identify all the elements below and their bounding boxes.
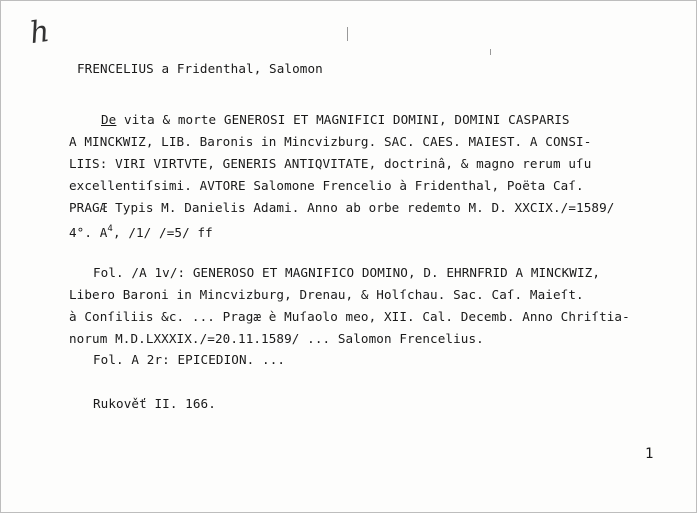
format-superscript: 4 bbox=[107, 224, 113, 234]
card-heading: FRENCELIUS a Fridenthal, Salomon bbox=[77, 61, 323, 76]
imprint-line: PRAGÆ Typis M. Danielis Adami. Anno ab orbe redemto M. D. XXCIX./=1589/ bbox=[69, 200, 615, 215]
scan-speck bbox=[490, 49, 491, 55]
title-first-word: De bbox=[101, 112, 117, 127]
format-line bbox=[69, 221, 213, 241]
title-line-rest: vita & morte GENEROSI ET MAGNIFICI DOMINI, DOMINI CASPARIS bbox=[116, 112, 570, 127]
title-line: LIIS: VIRI VIRTVTE, GENERIS ANTIQVITATE, doctrinâ, & magno rerum uſu bbox=[69, 156, 592, 171]
format-suffix: , /1/ /=5/ ff bbox=[112, 225, 213, 240]
folio-note-line: Fol. A 2r: EPICEDION. ... bbox=[93, 352, 286, 367]
title-line: A MINCKWIZ, LIB. Baronis in Mincvizburg. SAC. CAES. MAIEST. A CONSI- bbox=[69, 134, 592, 149]
folio-note-line: Fol. /A 1v/: GENEROSO ET MAGNIFICO DOMINO, D. EHRNFRID A MINCKWIZ, bbox=[93, 265, 601, 280]
reference-line: Rukověť II. 166. bbox=[93, 396, 216, 411]
format-prefix: 4°. A bbox=[69, 225, 108, 240]
page-number: 1 bbox=[645, 446, 654, 462]
handwritten-mark: h bbox=[27, 13, 52, 52]
folio-note-line: Libero Baroni in Mincvizburg, Drenau, & Holſchau. Sac. Caſ. Maieſt. bbox=[69, 287, 584, 302]
folio-note-line: à Conſiliis &c. ... Pragæ è Muſaolo meo, XII. Cal. Decemb. Anno Chriſtia- bbox=[69, 309, 630, 324]
folio-note-line: norum M.D.LXXXIX./=20.11.1589/ ... Salomon Frencelius. bbox=[69, 331, 484, 346]
scan-speck bbox=[347, 27, 348, 41]
title-line bbox=[101, 112, 570, 128]
title-line: excellentiſsimi. AVTORE Salomone Frencelio à Fridenthal, Poëta Caſ. bbox=[69, 178, 584, 193]
